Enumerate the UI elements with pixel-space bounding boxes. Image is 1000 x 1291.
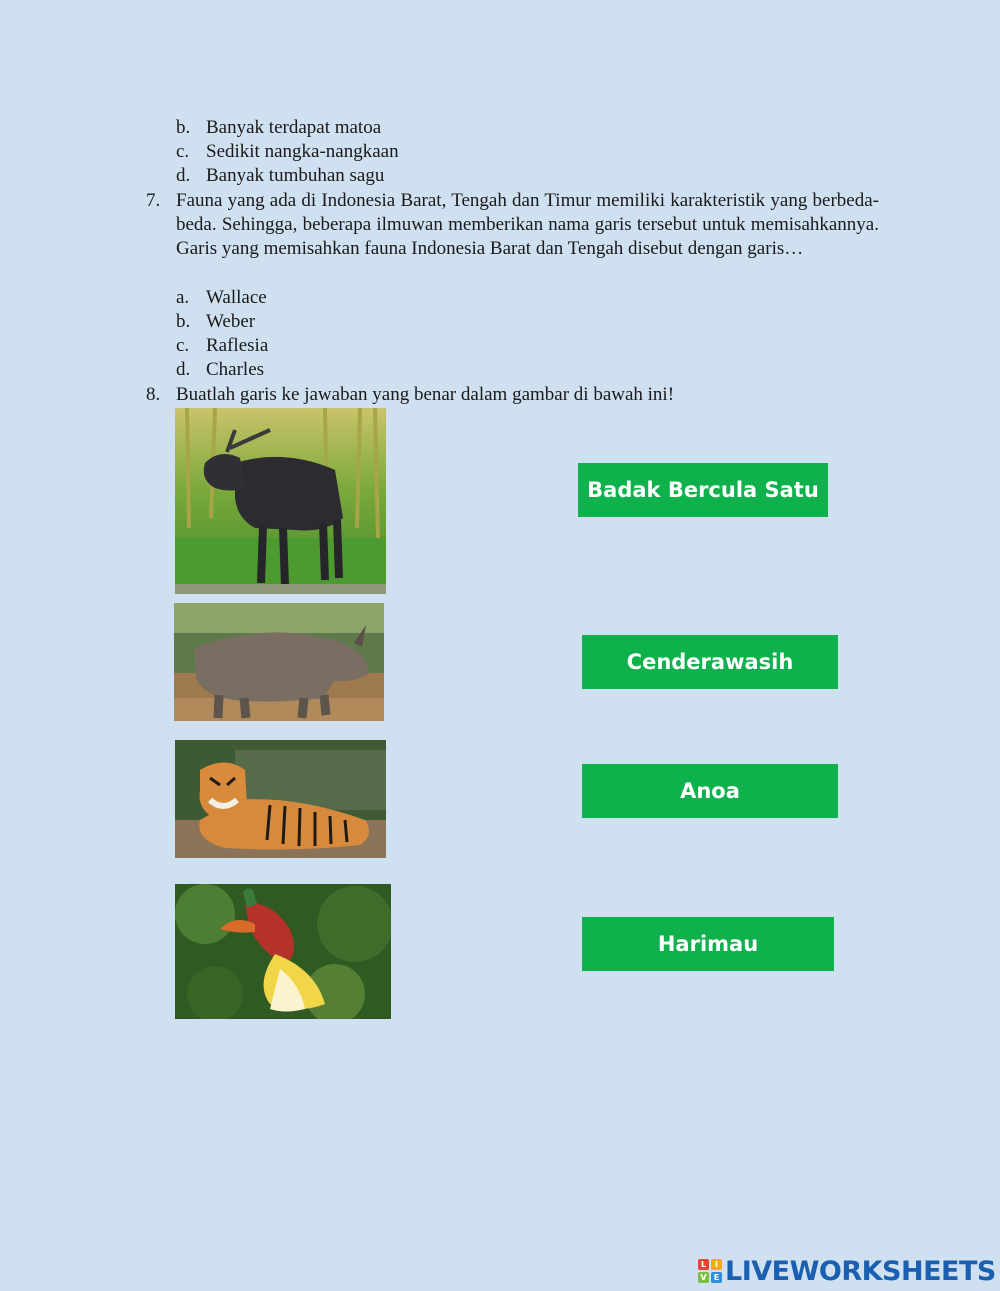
answer-box-badak-bercula-satu[interactable]: Badak Bercula Satu bbox=[578, 463, 828, 517]
anoa-photo bbox=[175, 408, 386, 594]
option-text: Wallace bbox=[206, 287, 267, 308]
question-text: Buatlah garis ke jawaban yang benar dalam gambar di bawah ini! bbox=[176, 384, 675, 405]
answer-box-anoa[interactable]: Anoa bbox=[582, 764, 838, 818]
answer-box-cenderawasih[interactable]: Cenderawasih bbox=[582, 635, 838, 689]
liveworksheets-logo[interactable] bbox=[698, 1256, 996, 1286]
option-letter: c. bbox=[176, 335, 190, 356]
option-letter: b. bbox=[176, 117, 191, 138]
question-number: 7. bbox=[146, 190, 161, 211]
option-text: Weber bbox=[206, 311, 256, 332]
option-text: Charles bbox=[206, 359, 265, 380]
option-letter: d. bbox=[176, 359, 191, 380]
option-text: Sedikit nangka-nangkaan bbox=[206, 141, 399, 162]
q7-number bbox=[146, 189, 160, 213]
option-letter: b. bbox=[176, 311, 191, 332]
logo-blocks-icon bbox=[698, 1259, 722, 1283]
option-text: Banyak tumbuhan sagu bbox=[206, 165, 385, 186]
logo-block-v: V bbox=[698, 1272, 709, 1283]
logo-block-e: E bbox=[711, 1272, 722, 1283]
logo-block-i: I bbox=[711, 1259, 722, 1270]
bird-of-paradise-photo bbox=[175, 884, 391, 1019]
option-letter: d. bbox=[176, 165, 191, 186]
logo-block-l: L bbox=[698, 1259, 709, 1270]
option-text: Banyak terdapat matoa bbox=[206, 117, 382, 138]
tiger-photo bbox=[175, 740, 386, 858]
answer-box-harimau[interactable]: Harimau bbox=[582, 917, 834, 971]
rhino-photo bbox=[174, 603, 384, 721]
option-letter: a. bbox=[176, 287, 190, 308]
option-letter: c. bbox=[176, 141, 190, 162]
brand-name: LIVEWORKSHEETS bbox=[725, 1255, 996, 1287]
q7-text: Fauna yang ada di Indonesia Barat, Tengah dan Timur memiliki karakteristik yang berbeda-beda. Sehingga, beberapa ilmuwan memberikan nama garis tersebut untuk memisahkannya. Garis yang memisahkan fauna Indonesia Barat dan Tengah disebut dengan garis… bbox=[176, 190, 879, 260]
question-number: 8. bbox=[146, 384, 161, 405]
option-text: Raflesia bbox=[206, 335, 269, 356]
